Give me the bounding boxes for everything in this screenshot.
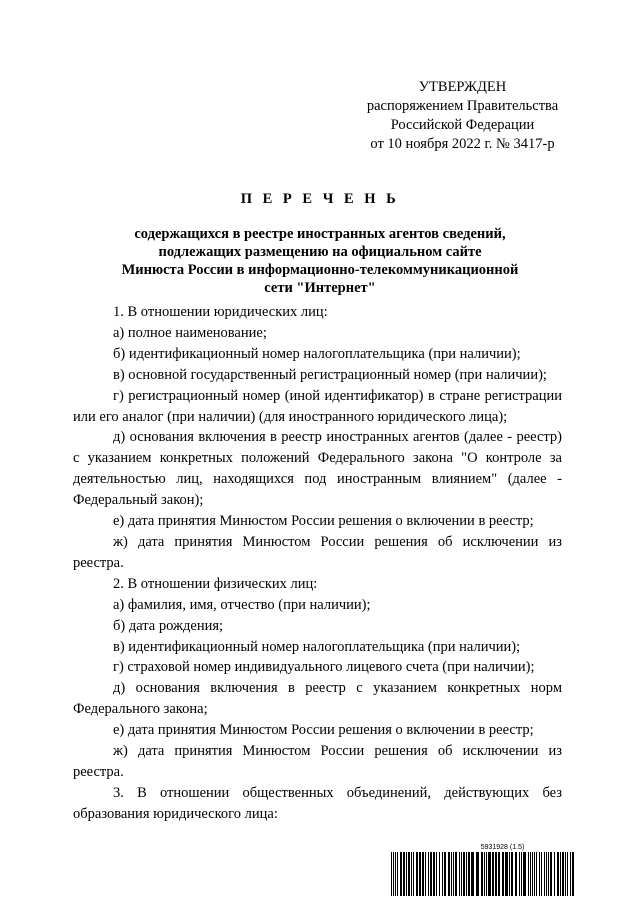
barcode-bar: [511, 852, 513, 896]
title-main: П Е Р Е Ч Е Н Ь: [240, 191, 400, 207]
approval-stamp: [330, 78, 595, 154]
subtitle-line: содержащихся в реестре иностранных агентов сведений,: [134, 226, 506, 242]
approval-line-2: распоряжением Правительства: [366, 98, 559, 114]
barcode-bar: [548, 852, 549, 896]
document-body: [73, 302, 562, 825]
barcode-bar: [534, 852, 535, 896]
barcode-bar: [528, 852, 529, 896]
paragraph: ж) дата принятия Минюстом России решения об исключении из реестра.: [73, 533, 562, 571]
paragraph: б) идентификационный номер налогоплательщика (при наличии);: [113, 345, 521, 362]
barcode-bar: [486, 852, 487, 896]
barcode-bar: [567, 852, 568, 896]
barcode-bar: [397, 852, 398, 896]
paragraph: а) полное наименование;: [113, 324, 267, 341]
barcode-bar: [515, 852, 517, 896]
barcode-bar: [488, 852, 491, 896]
paragraph: ж) дата принятия Минюстом России решения об исключении из реестра.: [73, 743, 562, 780]
subtitle-line: подлежащих размещению на официальном сайте: [158, 244, 482, 260]
barcode-bar: [439, 852, 440, 896]
paragraph: 2. В отношении физических лиц:: [113, 575, 318, 592]
barcode-bar: [532, 852, 533, 896]
paragraph: в) основной государственный регистрационный номер (при наличии);: [113, 366, 547, 383]
barcode-bar: [436, 852, 437, 896]
barcode-bars-icon: [391, 852, 574, 896]
barcode-bar: [448, 852, 450, 896]
barcode-bar: [422, 852, 424, 896]
barcode-bar: [468, 852, 470, 896]
barcode-bar: [484, 852, 485, 896]
barcode-bar: [560, 852, 561, 896]
barcode-bar: [403, 852, 405, 896]
barcode-bar: [539, 852, 540, 896]
barcode-bar: [408, 852, 410, 896]
paragraph: д) основания включения в реестр с указанием конкретных норм Федерального закона;: [73, 680, 562, 718]
paragraph: е) дата принятия Минюстом России решения о включении в реестр;: [113, 513, 534, 530]
paragraph: г) страховой номер индивидуального лицевого счета (при наличии);: [113, 659, 535, 676]
barcode-bar: [463, 852, 465, 896]
barcode-bar: [519, 852, 520, 896]
barcode-bar: [546, 852, 547, 896]
barcode-bar: [461, 852, 462, 896]
barcode-bar: [476, 852, 479, 896]
barcode-bar: [471, 852, 474, 896]
barcode-bar: [481, 852, 483, 896]
barcode-bar: [400, 852, 402, 896]
barcode-bar: [425, 852, 426, 896]
barcode-bar: [444, 852, 446, 896]
barcode-bar: [406, 852, 407, 896]
barcode-bar: [554, 852, 555, 896]
barcode-bar: [433, 852, 435, 896]
barcode-bar: [411, 852, 412, 896]
barcode-bar: [455, 852, 457, 896]
barcode-bar: [572, 852, 574, 896]
title-subtitle: [70, 225, 570, 297]
approval-line-4: от 10 ноября 2022 г. № 3417-р: [370, 136, 555, 152]
barcode-bar: [391, 852, 392, 896]
barcode-bar: [521, 852, 522, 896]
barcode-bar: [565, 852, 566, 896]
paragraph: е) дата принятия Минюстом России решения о включении в реестр;: [113, 722, 534, 739]
paragraph: б) дата рождения;: [113, 617, 224, 634]
barcode-bar: [416, 852, 418, 896]
barcode-bar: [523, 852, 526, 896]
barcode-bar: [393, 852, 394, 896]
barcode-bar: [466, 852, 467, 896]
barcode-bar: [451, 852, 452, 896]
barcode-bar: [453, 852, 454, 896]
barcode-bar: [562, 852, 564, 896]
barcode-bar: [442, 852, 443, 896]
barcode-bar: [536, 852, 537, 896]
barcode-bar: [498, 852, 500, 896]
paragraph: а) фамилия, имя, отчество (при наличии);: [113, 596, 371, 613]
paragraph: г) регистрационный номер (иной идентификатор) в стране регистрации или его аналог (при наличии) (для иностранного юридического лица);: [73, 387, 562, 425]
barcode-bar: [495, 852, 497, 896]
barcode-bar: [502, 852, 504, 896]
barcode-bar: [570, 852, 571, 896]
barcode-bar: [459, 852, 460, 896]
barcode-bar: [530, 852, 531, 896]
barcode-bar: [430, 852, 432, 896]
subtitle-line: Минюста России в информационно-телекоммуникационной: [121, 262, 519, 278]
paragraph: 3. В отношении общественных объединений, действующих без образования юридического лица:: [73, 784, 562, 822]
document-title: [70, 190, 570, 297]
barcode-number: 5931928 (1.5): [480, 844, 525, 851]
barcode-bar: [413, 852, 414, 896]
barcode-bar: [509, 852, 510, 896]
approval-line-3: Российской Федерации: [390, 117, 535, 133]
barcode-bar: [557, 852, 559, 896]
barcode-bar: [395, 852, 396, 896]
paragraph: 1. В отношении юридических лиц:: [113, 304, 328, 320]
subtitle-line: сети "Интернет": [264, 280, 376, 296]
paragraph: в) идентификационный номер налогоплательщика (при наличии);: [113, 638, 521, 655]
barcode-bar: [428, 852, 429, 896]
barcode-bar: [505, 852, 508, 896]
approval-heading: УТВЕРЖДЕН: [418, 79, 507, 95]
barcode-bar: [544, 852, 545, 896]
barcode-bar: [492, 852, 494, 896]
barcode-bar: [550, 852, 552, 896]
paragraph: д) основания включения в реестр иностранных агентов (далее - реестр) с указанием конкретных положений Федерального закона "О контроле за деятельностью лиц, находящихся под иностранным влиянием" (далее - Федеральный закон);: [73, 429, 562, 509]
barcode-bar: [541, 852, 542, 896]
barcode: [391, 843, 574, 896]
barcode-bar: [419, 852, 421, 896]
